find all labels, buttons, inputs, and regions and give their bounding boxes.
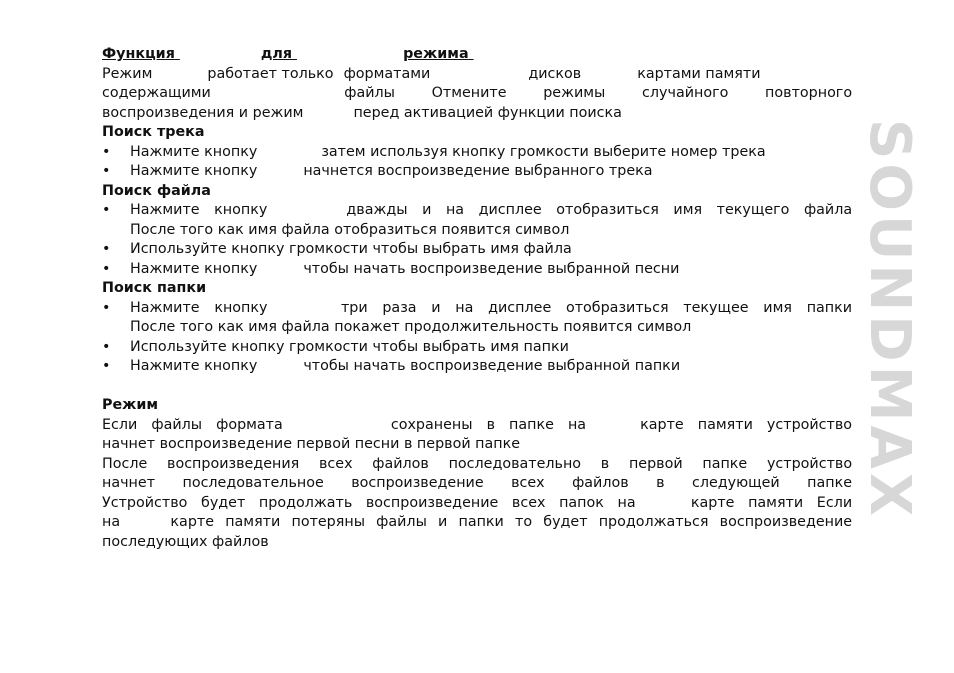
mode-heading: Режим (102, 397, 159, 413)
spacer (102, 377, 852, 397)
intro-line-3: воспроизведения и режим перед активацией функции поиска (102, 104, 622, 121)
folder-bullet-1: • Нажмите кнопку три раза и на дисплее отобразиться текущее имя папки (102, 299, 852, 319)
file-bullet-3: • Нажмите кнопку чтобы начать воспроизведение выбранной песни (102, 260, 852, 280)
mode-para1-line-2: начнет воспроизведение первой песни в первой папке (102, 436, 521, 452)
track-search-heading: Поиск трека (102, 124, 205, 140)
folder-bullet-2: • Используйте кнопку громкости чтобы выбрать имя папки (102, 338, 852, 358)
manual-page (102, 45, 852, 552)
file-bullet-2: • Используйте кнопку громкости чтобы выбрать имя файла (102, 240, 852, 260)
mode-para2-line-5: последующих файлов (102, 533, 269, 550)
file-bullet-1: • Нажмите кнопку дважды и на дисплее отобразиться имя текущего файла (102, 201, 852, 221)
track-bullet-2: • Нажмите кнопку начнется воспроизведение выбранного трека (102, 162, 852, 182)
mode-para1-line-1: Если файлы формата сохранены в папке на карте памяти устройство (102, 416, 852, 433)
folder-bullet-3: • Нажмите кнопку чтобы начать воспроизведение выбранной папки (102, 357, 852, 377)
mode-para2-line-3: Устройство будет продолжать воспроизведение всех папок на карте памяти Если (102, 494, 852, 511)
file-search-heading: Поиск файла (102, 182, 211, 199)
mode-para2-line-4: на карте памяти потеряны файлы и папки то будет продолжаться воспроизведение (102, 514, 852, 530)
folder-search-heading: Поиск папки (102, 280, 207, 296)
file-bullet-1-continuation: После того как имя файла отобразиться появится символ (130, 221, 570, 238)
folder-bullet-1-continuation: После того как имя файла покажет продолжительность появится символ (130, 319, 692, 335)
intro-line-1: Режим работает только форматами дисков картами памяти (102, 65, 761, 82)
track-bullet-1: • Нажмите кнопку затем используя кнопку громкости выберите номер трека (102, 143, 852, 163)
mode-para2-line-2: начнет последовательное воспроизведение всех файлов в следующей папке (102, 475, 852, 491)
intro-line-2: содержащими файлы Отмените режимы случайного повторного (102, 85, 852, 101)
mode-para2-line-1: После воспроизведения всех файлов последовательно в первой папке устройство (102, 455, 852, 472)
section-title: Функция для режима (102, 46, 469, 62)
soundmax-logo-watermark: SOUNDMAX (857, 119, 922, 521)
